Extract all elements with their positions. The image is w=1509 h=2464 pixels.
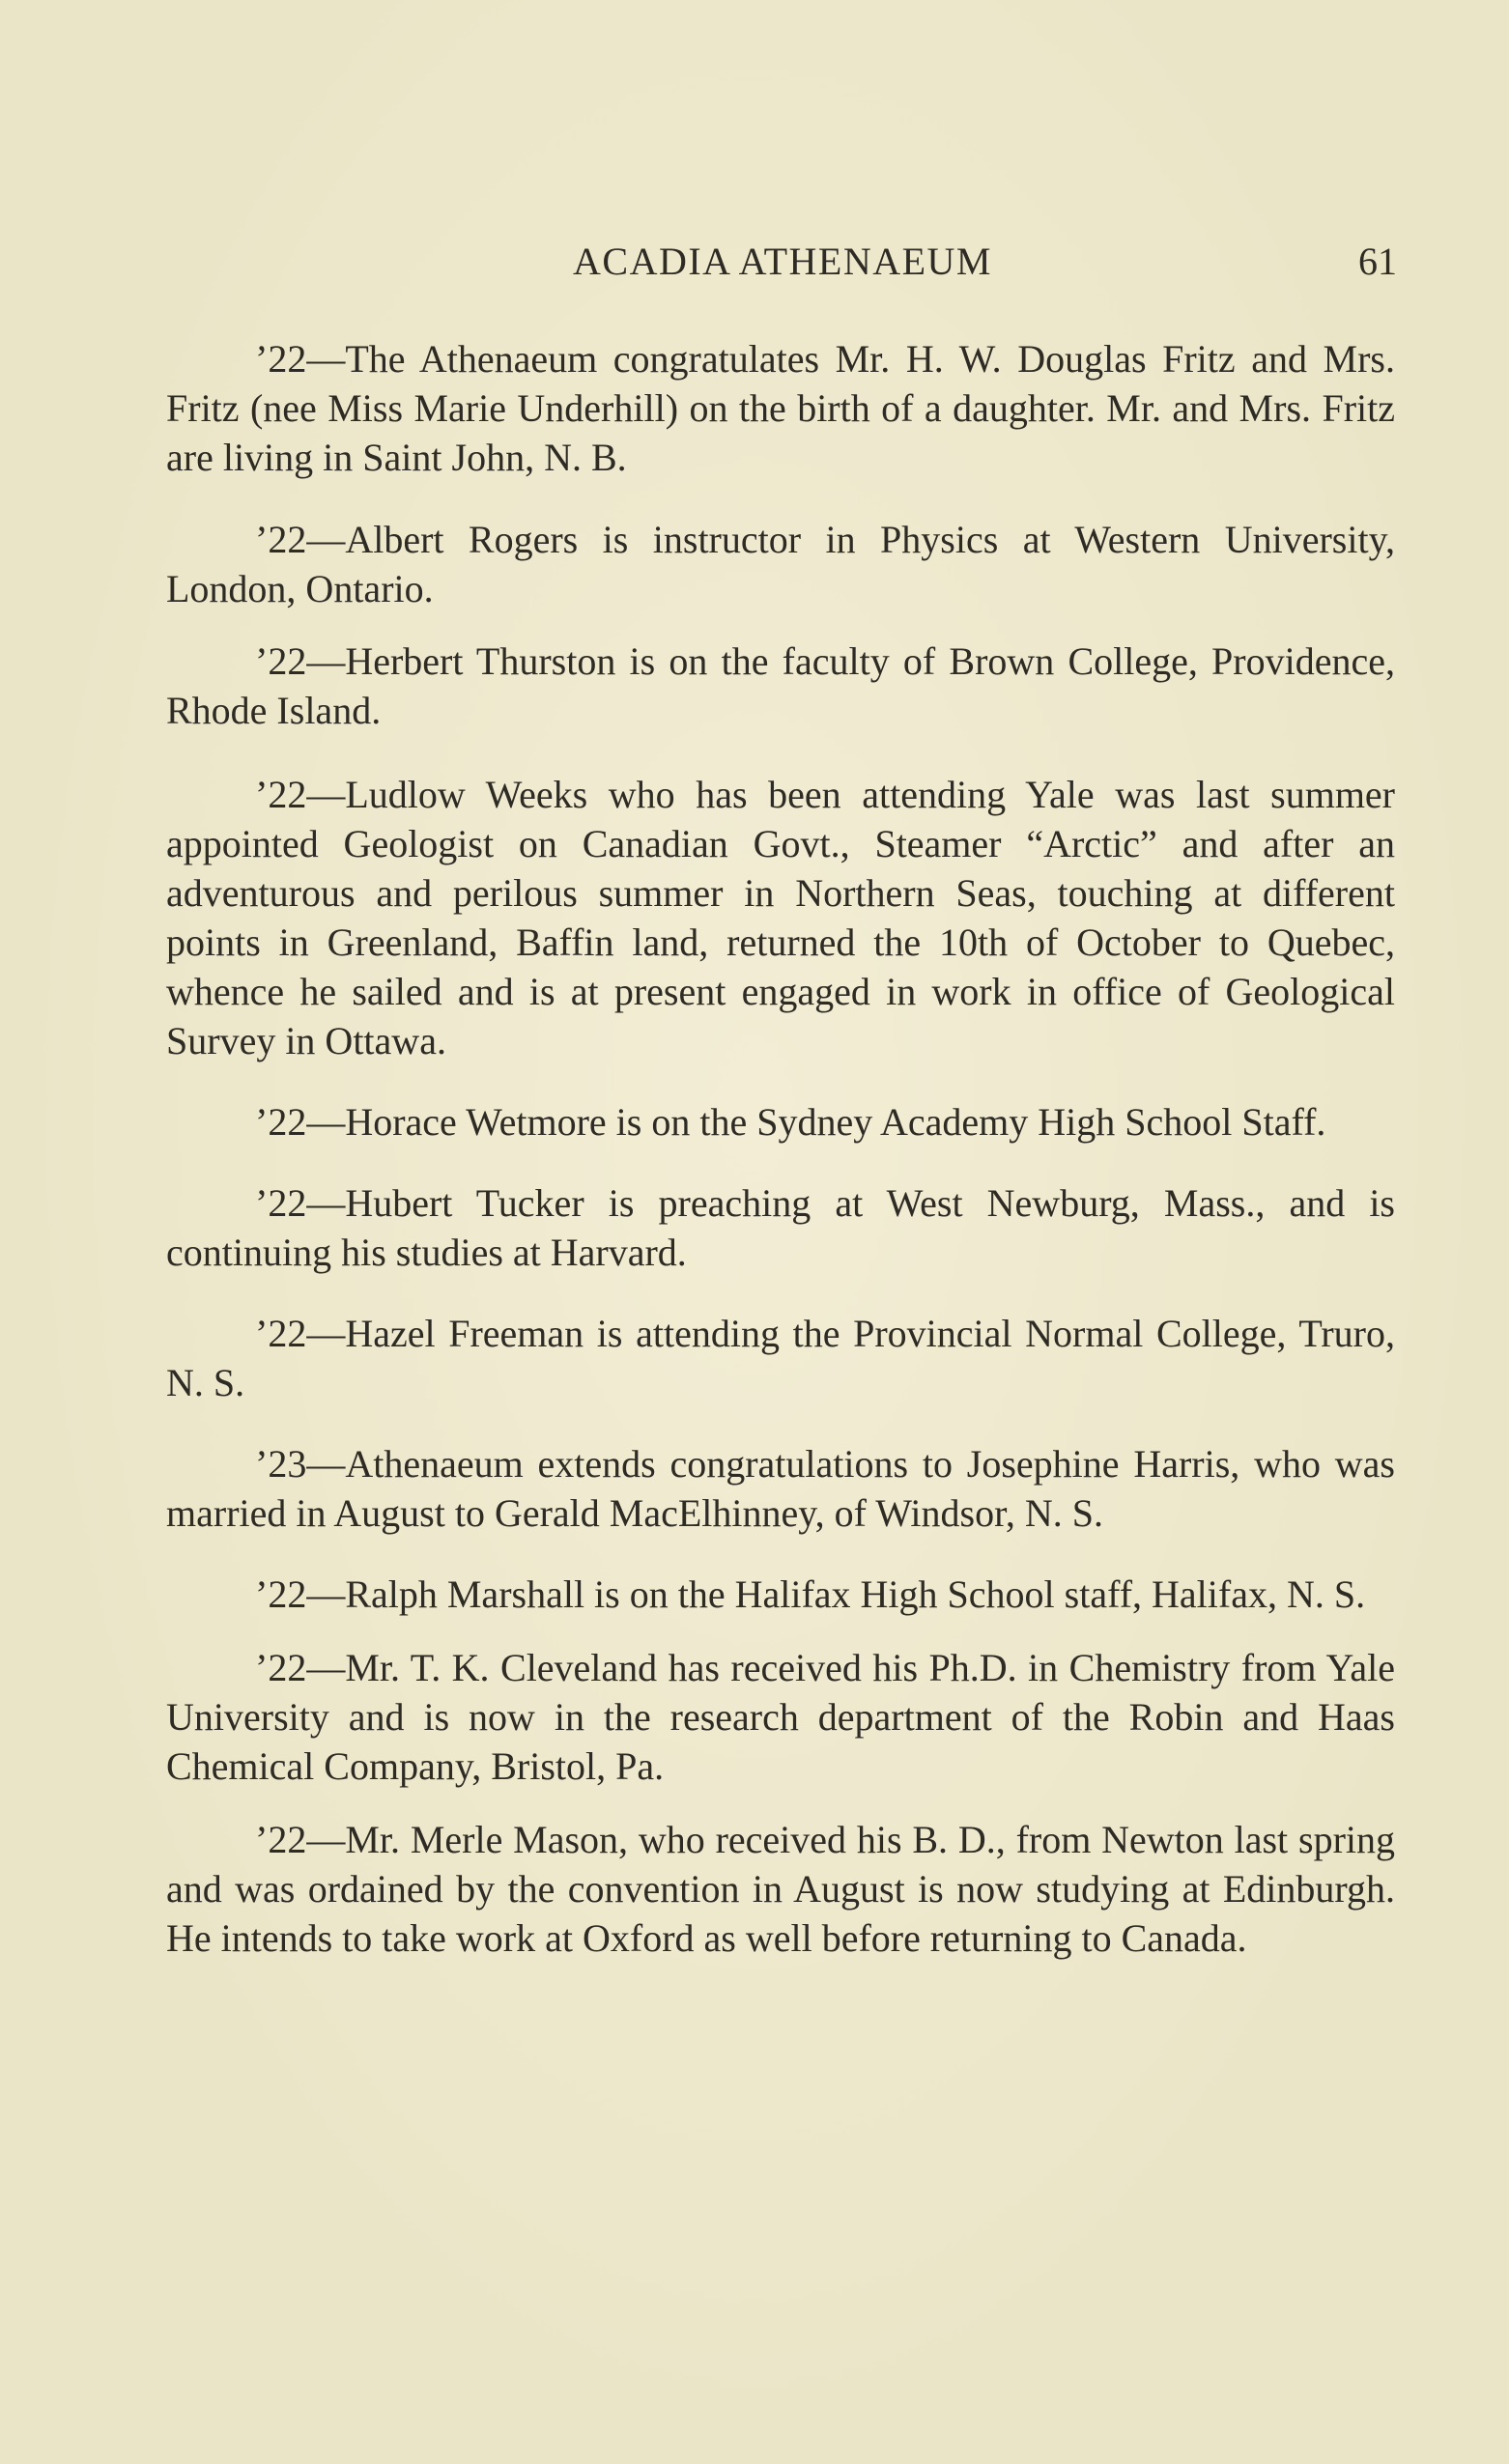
alumni-note: ’22—Ludlow Weeks who has been attending Yale was last summer appointed Geologist on Canadian Govt., Steamer “Arctic” and after an adventurous and perilous summer in Northern Seas, touching at different points in Greenland, Baffin land, returned the 10th of October to Quebec, whence he sailed and is at present engaged in work in office of Geological Survey in Ottawa. <box>166 773 1395 1062</box>
alumni-note: ’22—Hubert Tucker is preaching at West Newburg, Mass., and is continuing his studies at Harvard. <box>166 1181 1395 1274</box>
page-number: 61 <box>1358 240 1397 283</box>
alumni-note: ’22—Ralph Marshall is on the Halifax High School staff, Halifax, N. S. <box>255 1572 1366 1616</box>
alumni-note: ’22—Hazel Freeman is attending the Provincial Normal College, Truro, N. S. <box>166 1312 1395 1404</box>
alumni-note: ’23—Athenaeum extends congratulations to Josephine Harris, who was married in August to Gerald MacElhinney, of Windsor, N. S. <box>166 1442 1395 1535</box>
running-title: ACADIA ATHENAEUM <box>573 240 992 283</box>
running-head <box>168 238 1397 286</box>
alumni-note: ’22—The Athenaeum congratulates Mr. H. W. Douglas Fritz and Mrs. Fritz (nee Miss Marie Underhill) on the birth of a daughter. Mr. and Mrs. Fritz are living in Saint John, N. B. <box>166 337 1395 479</box>
alumni-notes <box>166 334 1395 1963</box>
alumni-note: ’22—Albert Rogers is instructor in Physics at Western University, London, Ontario. <box>166 518 1395 610</box>
alumni-note: ’22—Mr. Merle Mason, who received his B. D., from Newton last spring and was ordained by the convention in August is now studying at Edinburgh. He intends to take work at Oxford as well before returning to Canada. <box>166 1818 1395 1960</box>
alumni-note: ’22—Mr. T. K. Cleveland has received his Ph.D. in Chemistry from Yale University and is now in the research department of the Robin and Haas Chemical Company, Bristol, Pa. <box>166 1646 1395 1788</box>
alumni-note: ’22—Herbert Thurston is on the faculty of Brown College, Providence, Rhode Island. <box>166 639 1395 732</box>
alumni-note: ’22—Horace Wetmore is on the Sydney Academy High School Staff. <box>255 1100 1326 1144</box>
